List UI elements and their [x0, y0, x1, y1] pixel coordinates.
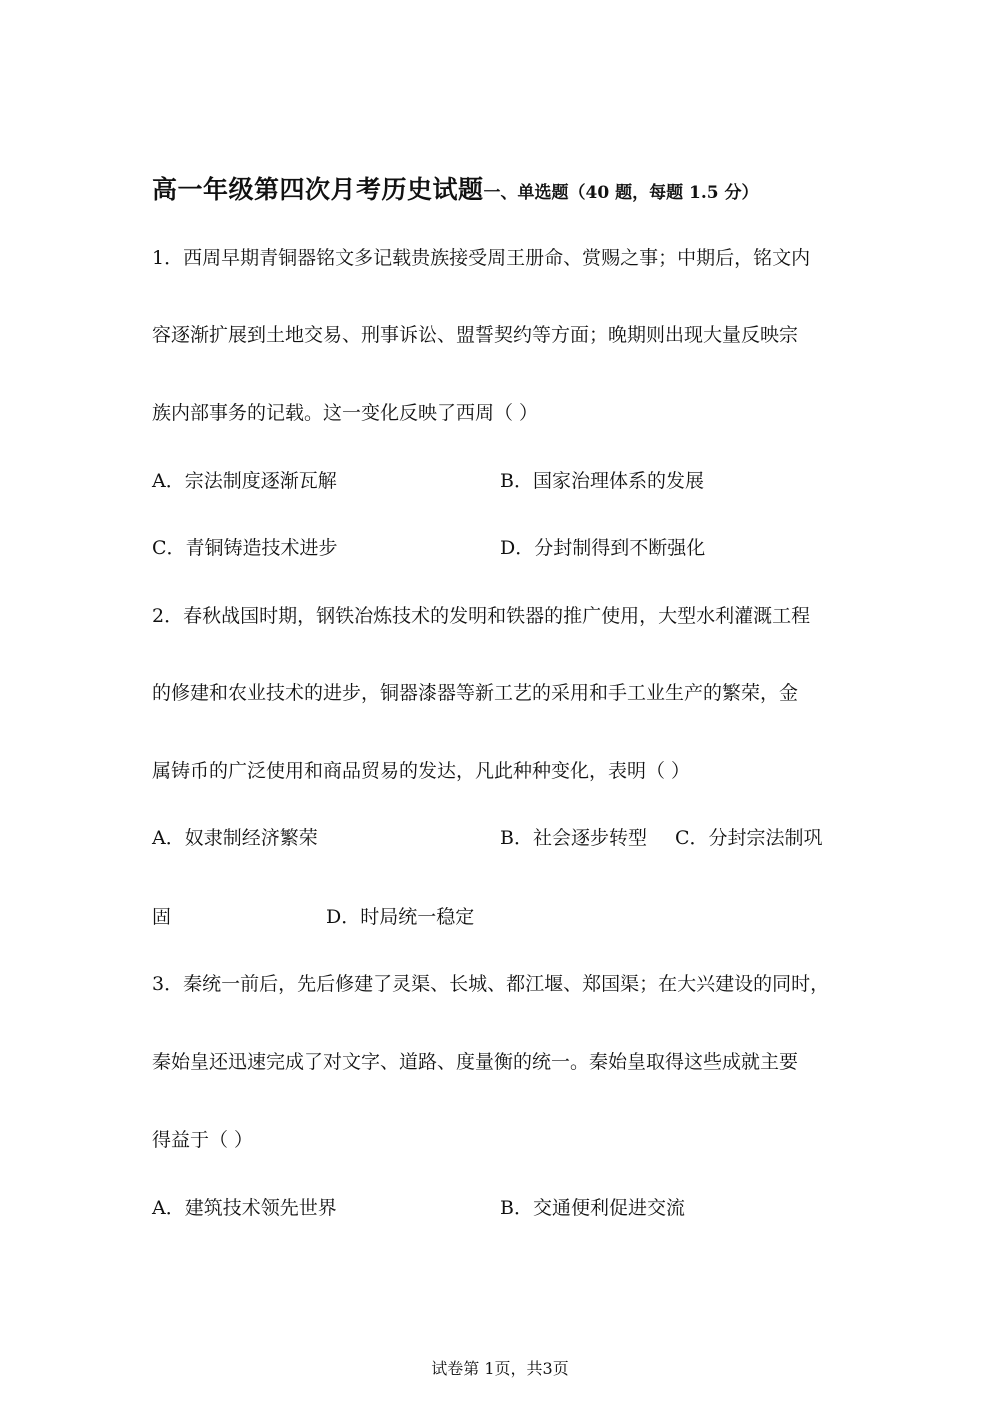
q2-option-c: C．分封宗法制巩	[675, 827, 823, 849]
q2-option-a: A．奴隶制经济繁荣	[152, 827, 318, 849]
q2-option-c-continued: 固	[152, 906, 172, 928]
q1-line-3: 族内部事务的记载。这一变化反映了西周（ ）	[152, 402, 539, 424]
q3-option-b: B．交通便利促进交流	[500, 1197, 685, 1219]
q2-line-3: 属铸币的广泛使用和商品贸易的发达，凡此种种变化，表明（ ）	[152, 760, 691, 782]
q3-line-1: 3．秦统一前后，先后修建了灵渠、长城、都江堰、郑国渠；在大兴建设的同时，	[152, 973, 830, 995]
page-footer: 试卷第 1页，共3页	[431, 1359, 569, 1378]
exam-title: 高一年级第四次月考历史试题	[152, 175, 484, 204]
q1-option-c: C．青铜铸造技术进步	[152, 537, 338, 559]
q1-option-d: D．分封制得到不断强化	[500, 537, 706, 559]
q1-option-b: B．国家治理体系的发展	[500, 470, 704, 492]
q2-line-2: 的修建和农业技术的进步，铜器漆器等新工艺的采用和手工业生产的繁荣，金	[152, 682, 799, 704]
q3-option-a: A．建筑技术领先世界	[152, 1197, 337, 1219]
q2-option-b: B．社会逐步转型	[500, 827, 647, 849]
q1-line-1: 1．西周早期青铜器铭文多记载贵族接受周王册命、赏赐之事；中期后，铭文内	[152, 247, 811, 269]
q3-line-3: 得益于（ ）	[152, 1129, 254, 1151]
title-line	[152, 170, 759, 206]
section-heading: 一、单选题（40 题，每题 1.5 分）	[483, 183, 759, 203]
q2-option-d: D．时局统一稳定	[326, 906, 475, 928]
q2-line-1: 2．春秋战国时期，钢铁冶炼技术的发明和铁器的推广使用，大型水利灌溉工程	[152, 605, 811, 627]
q1-line-2: 容逐渐扩展到土地交易、刑事诉讼、盟誓契约等方面；晚期则出现大量反映宗	[152, 324, 799, 346]
q3-line-2: 秦始皇还迅速完成了对文字、道路、度量衡的统一。秦始皇取得这些成就主要	[152, 1051, 799, 1073]
q1-option-a: A．宗法制度逐渐瓦解	[152, 470, 337, 492]
